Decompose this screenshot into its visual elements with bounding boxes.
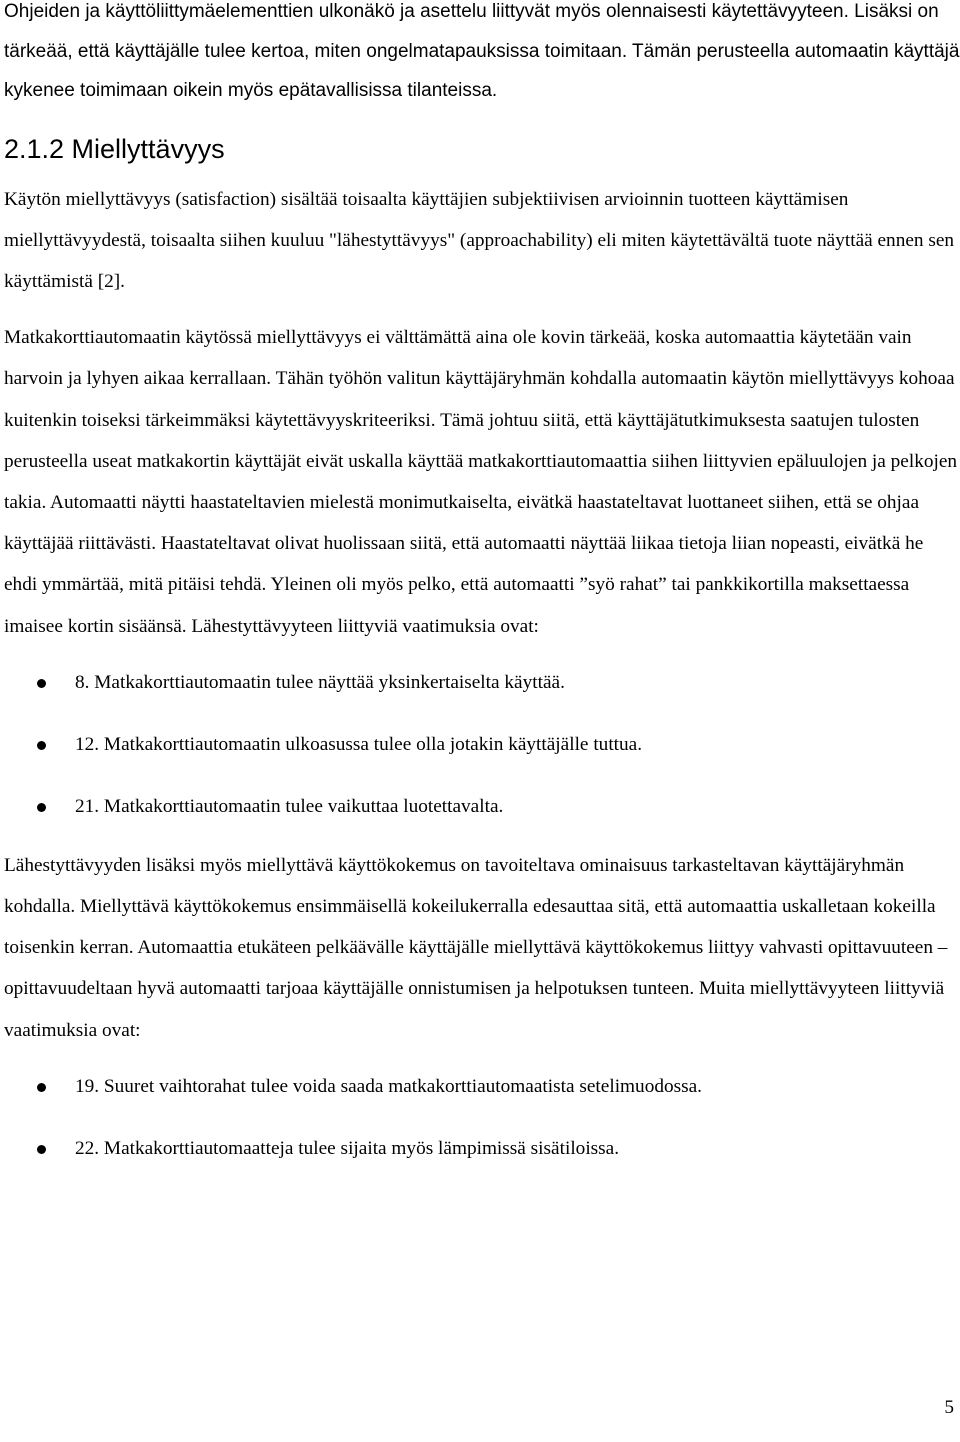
section-heading: 2.1.2 Miellyttävyys bbox=[4, 133, 225, 164]
list-item-text: 12. Matkakorttiautomaatin ulkoasussa tulee olla jotakin käyttäjälle tuttua. bbox=[75, 733, 643, 755]
paragraph-approachability: Matkakorttiautomaatin käytössä miellyttävyys ei välttämättä aina ole kovin tärkeää, koska automaattia käytetään vain harvoin ja lyhyen aikaa kerrallaan. Tähän työhön valitun käyttäjäryhmän kohdalla automaatin käytön miellyttävyys kohoaa kuitenkin toiseksi tärkeimmäksi käytettävyyskriteeriksi. Tämä johtuu siitä, että käyttäjätutkimuksesta saatujen tulosten perusteella useat matkakortin käyttäjät eivät uskalla käyttää matkakorttiautomaattia siihen liittyvien epäluulojen ja pelkojen takia. Automaatti näytti haastateltavien mielestä monimutkaiselta, eivätkä haastateltavat luottaneet siihen, että se ohjaa käyttäjää riittävästi. Haastateltavat olivat huolissaan siitä, että automaatti näyttää liikaa tietoja liian nopeasti, eivätkä he ehdi ymmärtää, mitä pitäisi tehdä. Yleinen oli myös pelko, että automaatti ”syö rahat” tai pankkikortilla maksettaessa imaisee kortin sisäänsä. Lähestyttävyyteen liittyviä vaatimuksia ovat: bbox=[4, 327, 958, 637]
bullet-icon bbox=[37, 1145, 46, 1154]
list-item bbox=[4, 793, 960, 821]
list-item-text: 21. Matkakorttiautomaatin tulee vaikuttaa luotettavalta. bbox=[75, 795, 504, 817]
list-item-text: 22. Matkakorttiautomaatteja tulee sijaita myös lämpimissä sisätiloissa. bbox=[75, 1137, 620, 1159]
paragraph-satisfaction-definition: Käytön miellyttävyys (satisfaction) sisältää toisaalta käyttäjien subjektiivisen arvioinnin tuotteen käyttämisen miellyttävyydestä, toisaalta siihen kuuluu "lähestyttävyys" (approachability) eli miten käytettävältä tuote näyttää ennen sen käyttämistä [2]. bbox=[4, 188, 955, 292]
requirements-list-satisfaction bbox=[4, 1073, 960, 1163]
bullet-icon bbox=[37, 803, 46, 812]
list-item bbox=[4, 1073, 960, 1101]
list-item bbox=[4, 1135, 960, 1163]
intro-paragraph: Ohjeiden ja käyttöliittymäelementtien ulkonäkö ja asettelu liittyvät myös olennaisesti käytettävyyteen. Lisäksi on tärkeää, että käyttäjälle tulee kertoa, miten ongelmatapauksissa toimitaan. Tämän perusteella automaatin käyttäjä kykenee toimimaan oikein myös epätavallisissa tilanteissa. bbox=[4, 1, 960, 101]
bullet-icon bbox=[37, 679, 46, 688]
bullet-icon bbox=[37, 741, 46, 750]
list-item bbox=[4, 669, 960, 697]
list-item bbox=[4, 731, 960, 759]
list-item-text: 8. Matkakorttiautomaatin tulee näyttää yksinkertaiselta käyttää. bbox=[75, 671, 565, 693]
bullet-icon bbox=[37, 1083, 46, 1092]
requirements-list-approachability bbox=[4, 669, 960, 821]
page-number: 5 bbox=[944, 1397, 954, 1418]
paragraph-user-experience: Lähestyttävyyden lisäksi myös miellyttävä käyttökokemus on tavoiteltava ominaisuus tarkasteltavan käyttäjäryhmän kohdalla. Miellyttävä käyttökokemus ensimmäisellä kokeilukerralla edesauttaa sitä, että automaattia uskalletaan kokeilla toisenkin kerran. Automaattia etukäteen pelkäävälle käyttäjälle miellyttävä käyttökokemus liittyy vahvasti opittavuuteen – opittavuudeltaan hyvä automaatti tarjoaa käyttäjälle onnistumisen ja helpotuksen tunteen. Muita miellyttävyyteen liittyviä vaatimuksia ovat: bbox=[4, 854, 948, 1041]
list-item-text: 19. Suuret vaihtorahat tulee voida saada matkakorttiautomaatista setelimuodossa. bbox=[75, 1075, 702, 1097]
document-page bbox=[4, 0, 960, 1187]
